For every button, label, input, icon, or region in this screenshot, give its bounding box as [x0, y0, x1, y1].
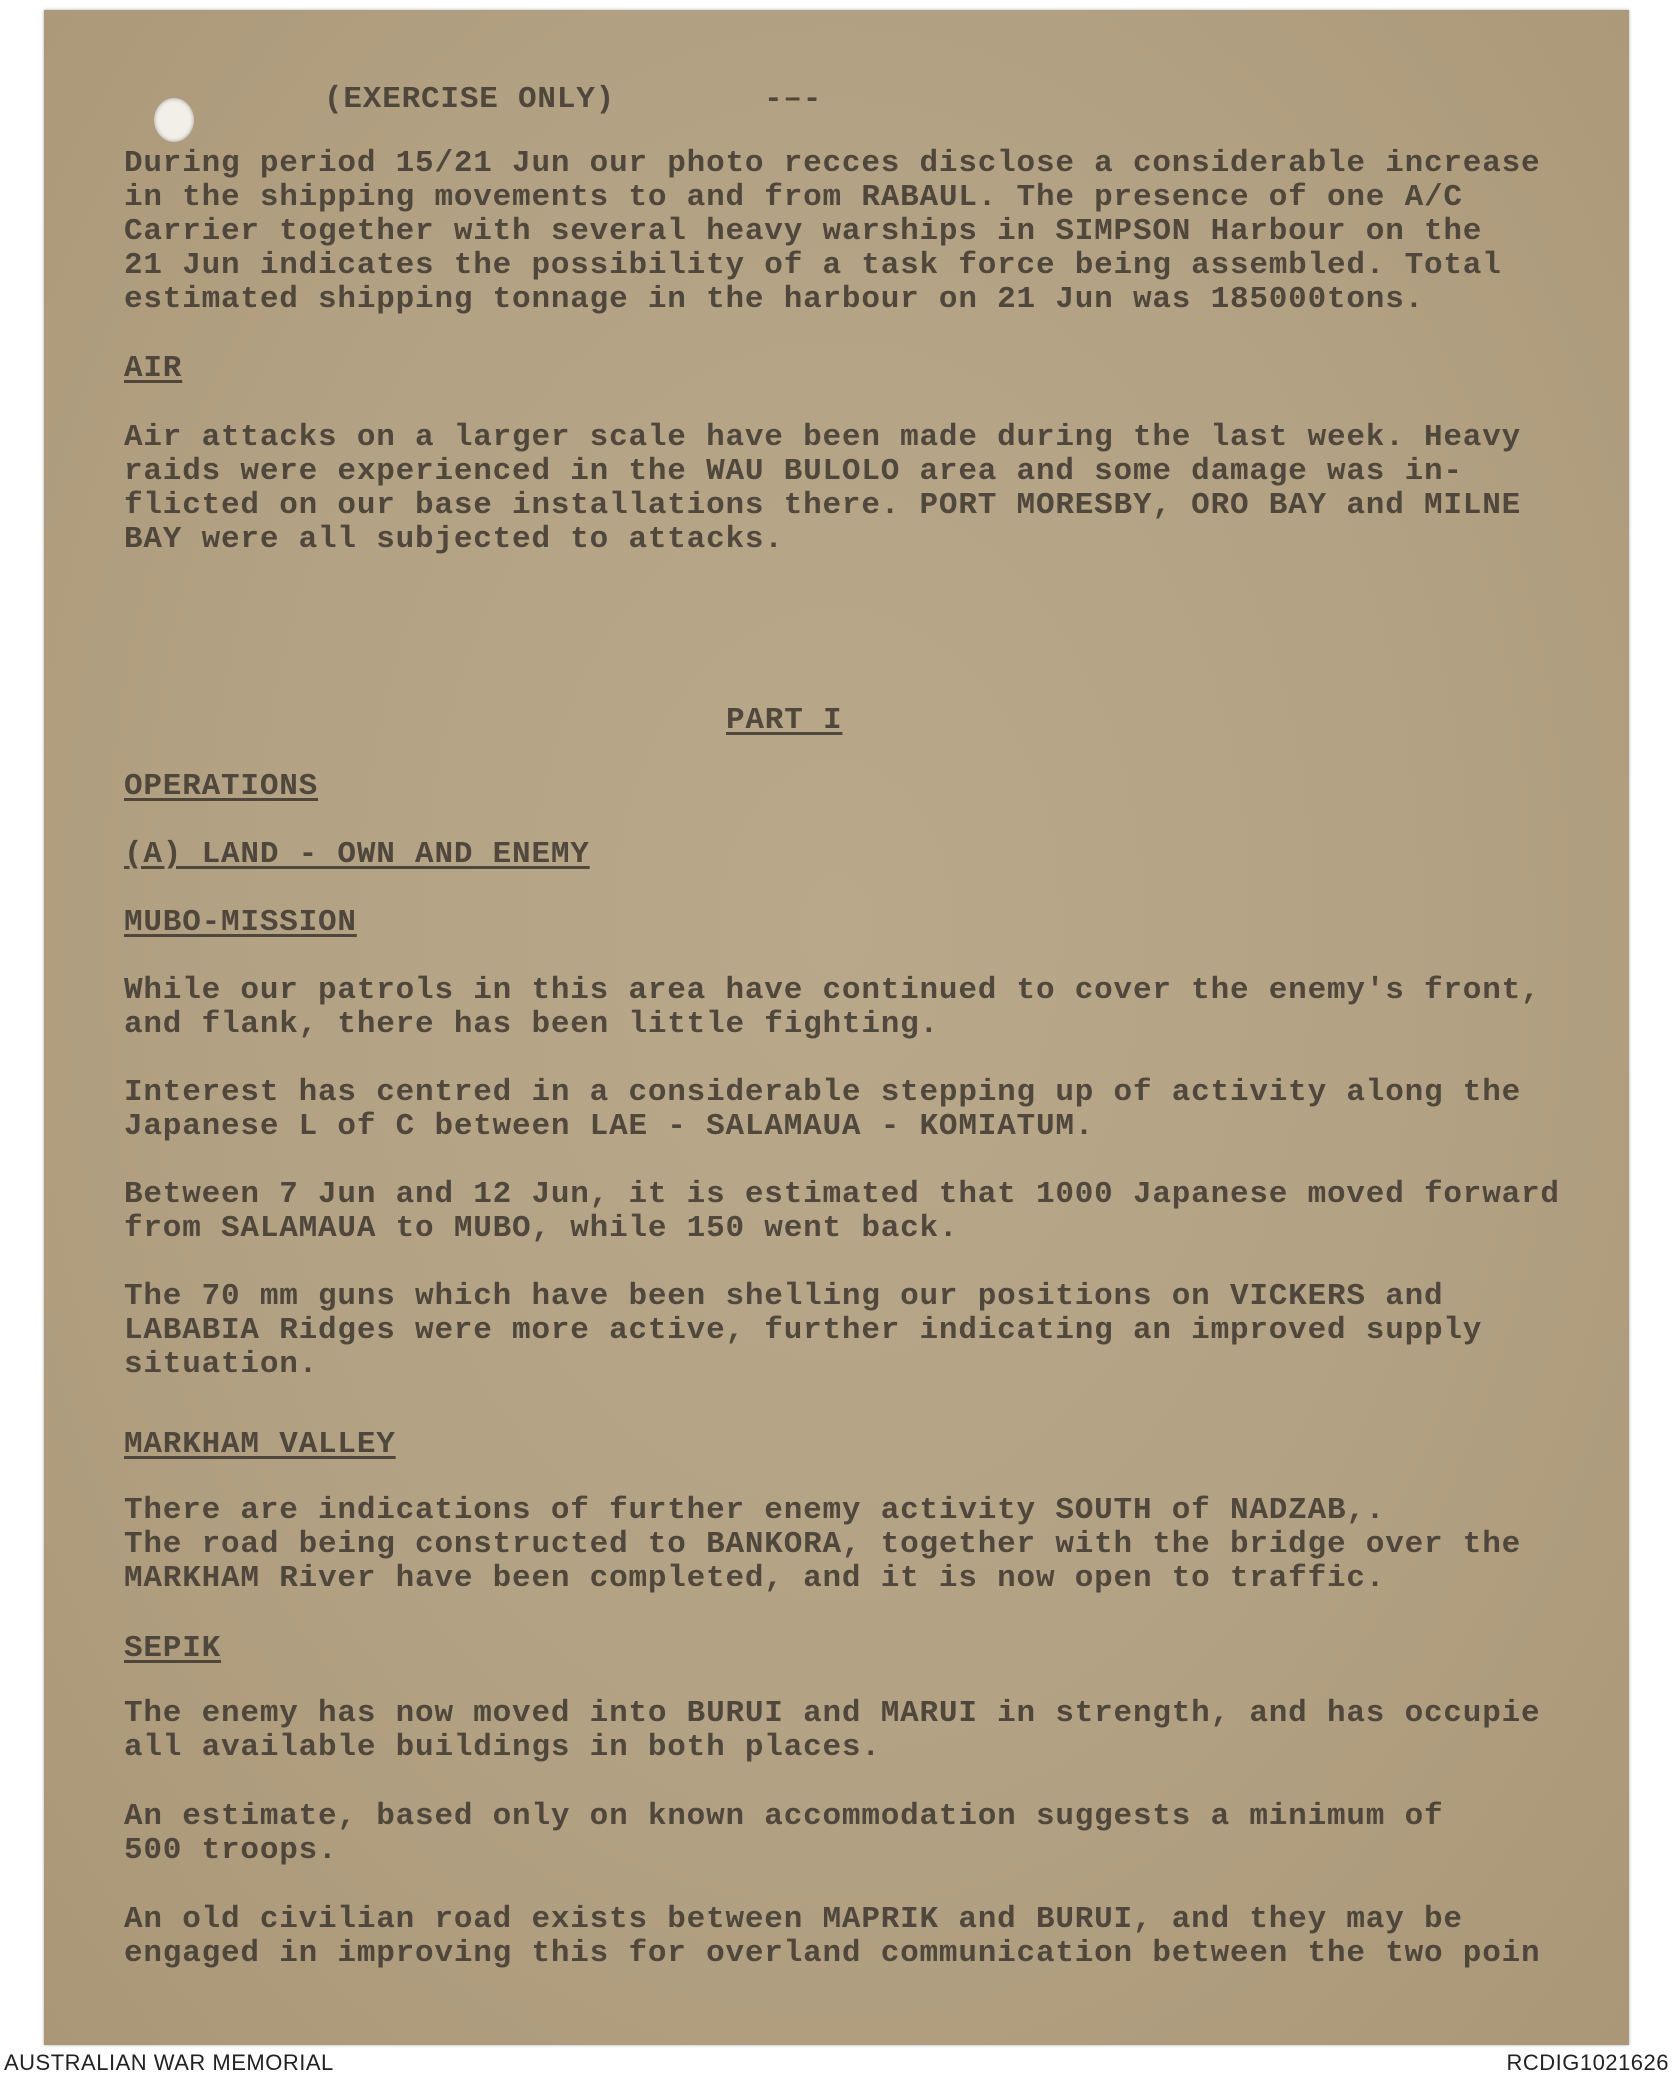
header-mark: -–- [764, 82, 823, 117]
document-header: (EXERCISE ONLY) [324, 82, 616, 117]
text-line: LABABIA Ridges were more active, further indicating an improved supply [124, 1313, 1483, 1348]
text-line: raids were experienced in the WAU BULOLO area and some damage was in- [124, 454, 1463, 489]
operations-heading: OPERATIONS [124, 769, 319, 804]
text-line: flicted on our base installations there. PORT MORESBY, ORO BAY and MILNE [124, 488, 1522, 523]
text-line: Air attacks on a larger scale have been made during the last week. Heavy [124, 420, 1522, 455]
text-line: in the shipping movements to and from RABAUL. The presence of one A/C [124, 180, 1463, 215]
punch-hole [154, 98, 194, 142]
text-line: all available buildings in both places. [124, 1730, 881, 1765]
text-line: estimated shipping tonnage in the harbour on 21 Jun was 185000tons. [124, 282, 1425, 317]
land-heading: (A) LAND - OWN AND ENEMY [124, 837, 590, 872]
sepik-heading: SEPIK [124, 1631, 222, 1666]
text-line: There are indications of further enemy activity SOUTH of NADZAB,. [124, 1493, 1386, 1528]
text-line: situation. [124, 1347, 319, 1382]
document-page [44, 10, 1629, 2045]
text-line: Between 7 Jun and 12 Jun, it is estimated that 1000 Japanese moved forward [124, 1177, 1560, 1212]
text-line: An estimate, based only on known accommodation suggests a minimum of [124, 1799, 1444, 1834]
text-line: MARKHAM River have been completed, and it is now open to traffic. [124, 1561, 1386, 1596]
text-line: While our patrols in this area have continued to cover the enemy's front, [124, 973, 1541, 1008]
text-line: 21 Jun indicates the possibility of a task force being assembled. Total [124, 248, 1502, 283]
text-line: During period 15/21 Jun our photo recces disclose a considerable increase [124, 146, 1541, 181]
text-line: Interest has centred in a considerable stepping up of activity along the [124, 1075, 1522, 1110]
text-line: The 70 mm guns which have been shelling our positions on VICKERS and [124, 1279, 1444, 1314]
mubo-mission-heading: MUBO-MISSION [124, 905, 357, 940]
text-line: and flank, there has been little fighting. [124, 1007, 939, 1042]
text-line: An old civilian road exists between MAPRIK and BURUI, and they may be [124, 1902, 1463, 1937]
section-heading-air: AIR [124, 351, 183, 386]
text-line: The enemy has now moved into BURUI and MARUI in strength, and has occupie [124, 1696, 1541, 1731]
text-line: from SALAMAUA to MUBO, while 150 went back. [124, 1211, 959, 1246]
text-line: engaged in improving this for overland communication between the two poin [124, 1936, 1541, 1971]
text-line: The road being constructed to BANKORA, together with the bridge over the [124, 1527, 1522, 1562]
footer-record-id: RCDIG1021626 [1506, 2050, 1669, 2075]
text-line: BAY were all subjected to attacks. [124, 522, 784, 557]
part-heading: PART I [726, 703, 843, 738]
footer-institution: AUSTRALIAN WAR MEMORIAL [4, 2050, 334, 2075]
markham-valley-heading: MARKHAM VALLEY [124, 1427, 396, 1462]
text-line: Japanese L of C between LAE - SALAMAUA - KOMIATUM. [124, 1109, 1095, 1144]
text-line: 500 troops. [124, 1833, 338, 1868]
text-line: Carrier together with several heavy warships in SIMPSON Harbour on the [124, 214, 1483, 249]
